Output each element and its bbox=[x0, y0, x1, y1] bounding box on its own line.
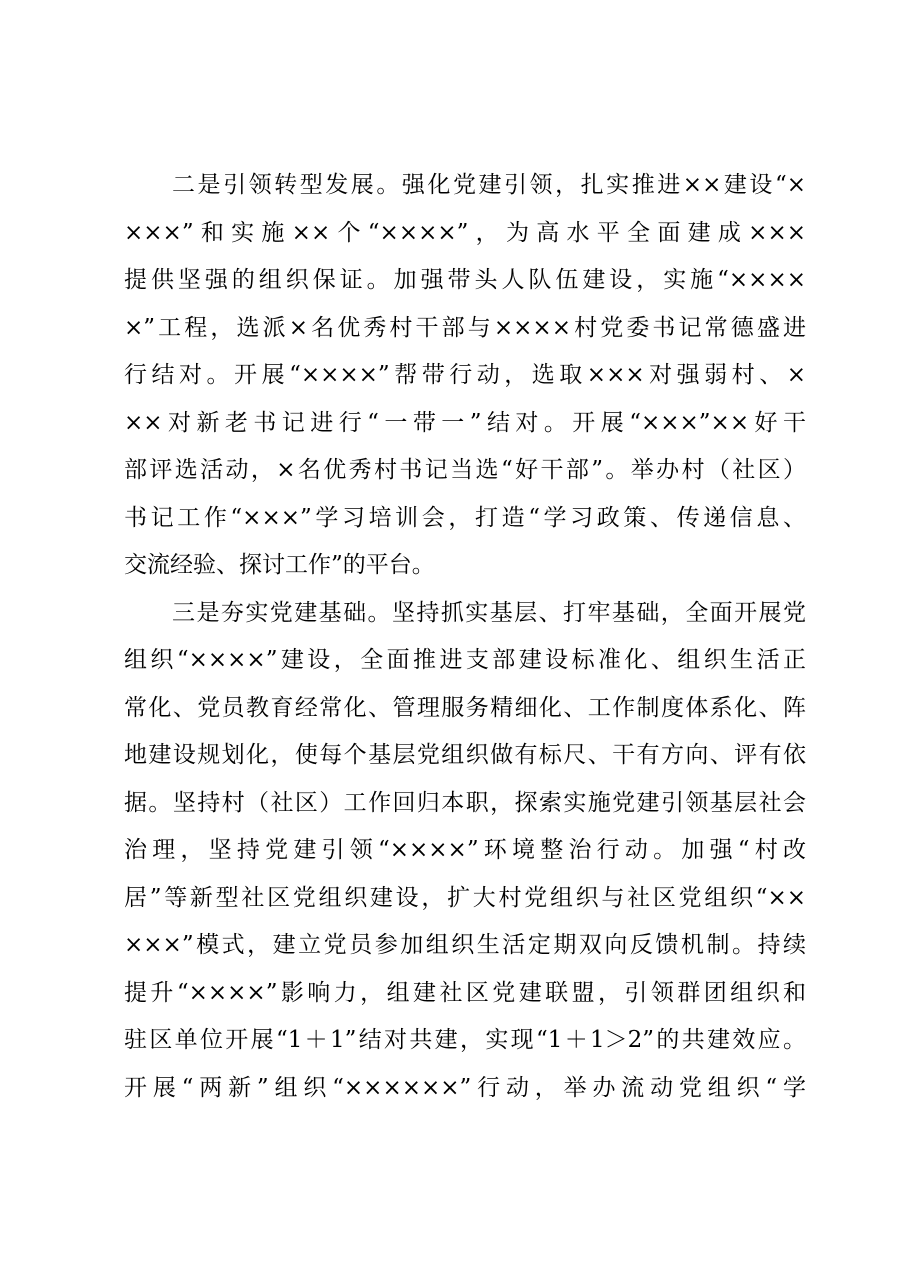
paragraph-line: ××对新老书记进行“一带一”结对。开展“×××”××好干 bbox=[124, 409, 806, 436]
paragraph-line: 据。坚持村（社区）工作回归本职，探索实施党建引领基层社会 bbox=[124, 789, 806, 816]
paragraph-line: 驻区单位开展“1＋1”结对共建，实现“1＋1＞2”的共建效应。 bbox=[124, 1027, 806, 1053]
paragraph-line: 三是夯实党建基础。坚持抓实基层、打牢基础，全面开展党 bbox=[172, 599, 806, 626]
paragraph-line: 提升“××××”影响力，组建社区党建联盟，引领群团组织和 bbox=[124, 979, 806, 1006]
paragraph-line: 行结对。开展“××××”帮带行动，选取×××对强弱村、× bbox=[124, 362, 806, 388]
paragraph-line: 部评选活动，×名优秀村书记当选“好干部”。举办村（社区） bbox=[124, 457, 806, 483]
paragraph-line: 地建设规划化，使每个基层党组织做有标尺、干有方向、评有依 bbox=[124, 742, 806, 768]
paragraph-line: 二是引领转型发展。强化党建引领，扎实推进××建设“× bbox=[172, 172, 806, 198]
paragraph-line: 提供坚强的组织保证。加强带头人队伍建设，实施“×××× bbox=[124, 267, 806, 293]
document-body bbox=[124, 162, 806, 1112]
paragraph-line: ×××”模式，建立党员参加组织生活定期双向反馈机制。持续 bbox=[124, 932, 806, 958]
paragraph-line: 居”等新型社区党组织建设，扩大村党组织与社区党组织“×× bbox=[124, 884, 806, 911]
paragraph-2 bbox=[124, 590, 806, 1113]
paragraph-line: 交流经验、探讨工作”的平台。 bbox=[124, 552, 435, 578]
paragraph-line: ×”工程，选派×名优秀村干部与××××村党委书记常德盛进 bbox=[124, 314, 806, 341]
paragraph-line: 常化、党员教育经常化、管理服务精细化、工作制度体系化、阵 bbox=[124, 694, 806, 721]
paragraph-1 bbox=[124, 162, 806, 590]
paragraph-line: 书记工作“×××”学习培训会，打造“学习政策、传递信息、 bbox=[124, 504, 806, 531]
paragraph-line: 开展“两新”组织“××××××”行动，举办流动党组织“学 bbox=[124, 1074, 806, 1101]
paragraph-line: 治理，坚持党建引领“××××”环境整治行动。加强“村改 bbox=[124, 837, 806, 863]
paragraph-line: 组织“××××”建设，全面推进支部建设标准化、组织生活正 bbox=[124, 647, 806, 673]
paragraph-line: ×××”和实施××个“××××”，为高水平全面建成××× bbox=[124, 219, 806, 246]
